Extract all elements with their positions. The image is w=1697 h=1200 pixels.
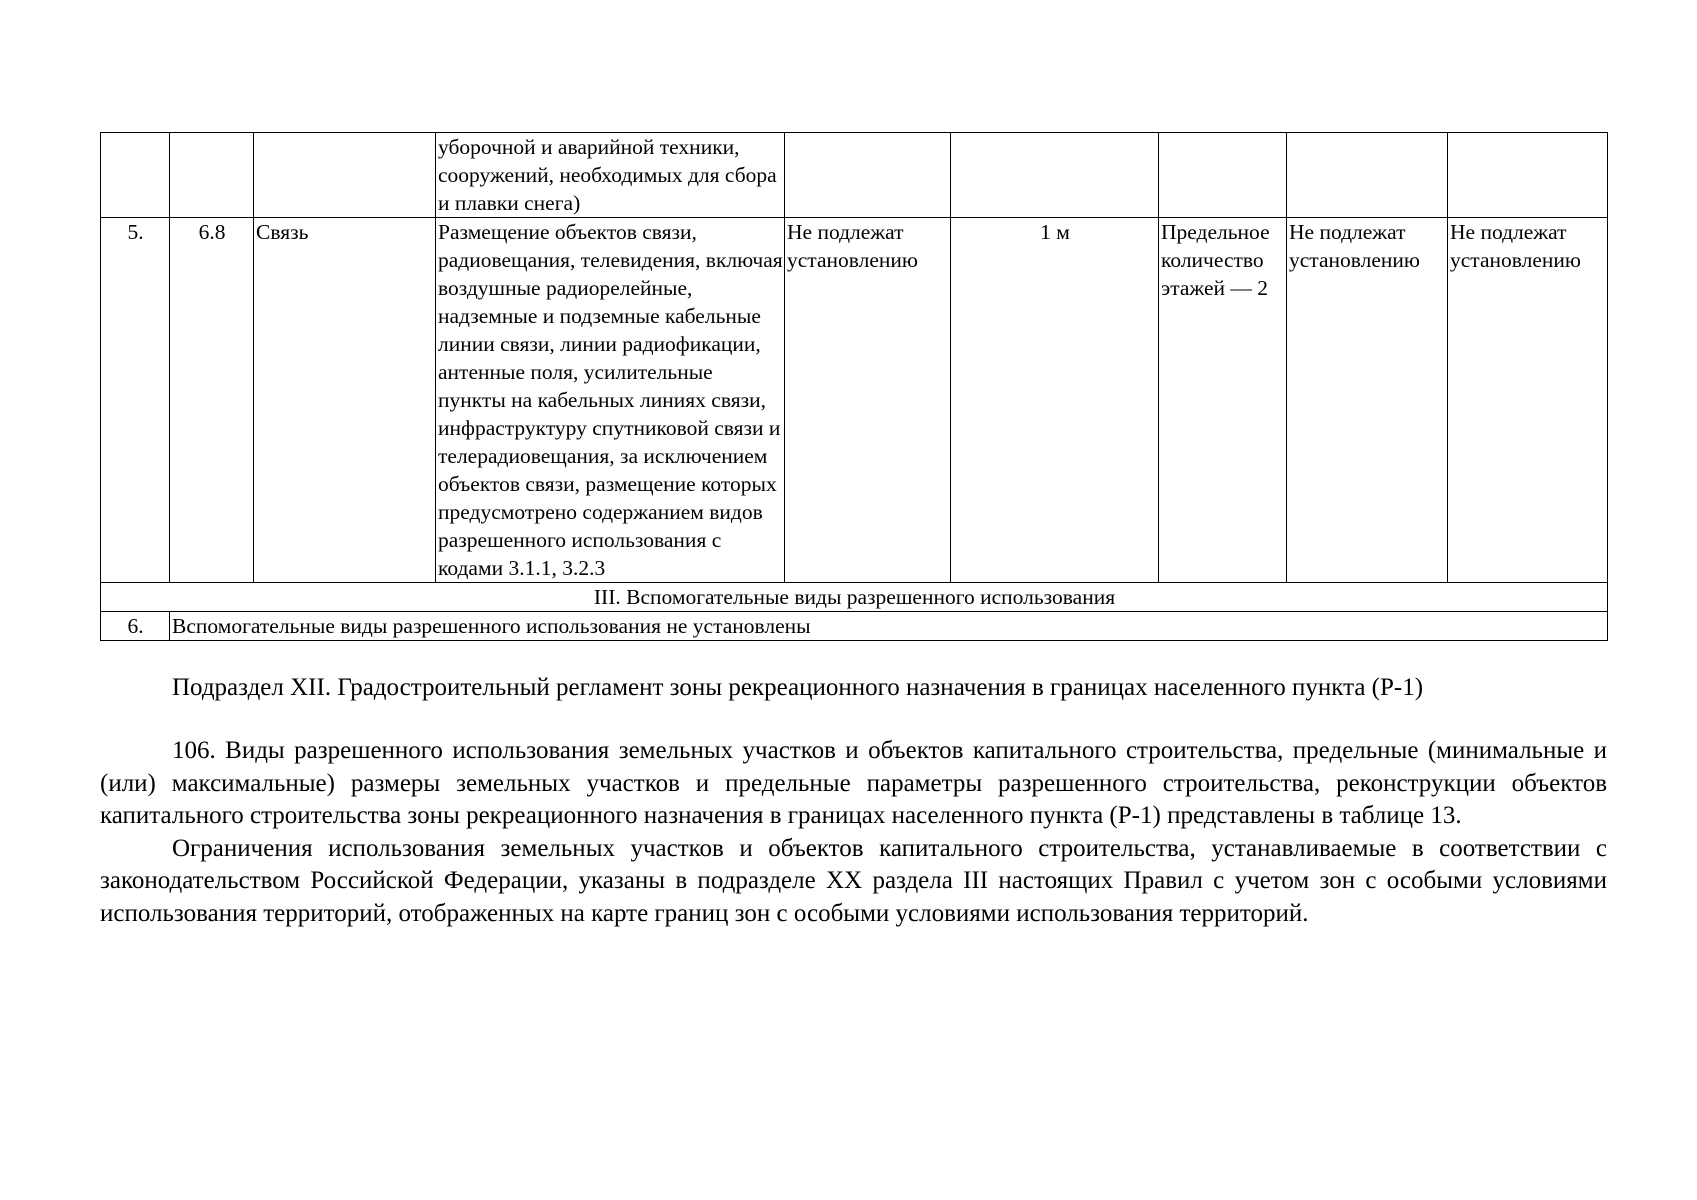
table-row [101, 612, 1608, 641]
cell-row-number: 5. [101, 218, 170, 583]
cell-coverage: Не подлежат установлению [1287, 218, 1448, 583]
cell-num-empty [101, 133, 170, 218]
cell-empty [785, 133, 951, 218]
table-row [101, 218, 1608, 583]
cell-description-continued: уборочной и аварийной техники, сооружений, необходимых для сбора и плавки снега) [436, 133, 785, 218]
section-header: III. Вспомогательные виды разрешенного использования [101, 583, 1608, 612]
cell-use-code: 6.8 [170, 218, 254, 583]
cell-row-number: 6. [101, 612, 170, 641]
cell-empty [951, 133, 1159, 218]
paragraph-restrictions: Ограничения использования земельных участков и объектов капитального строительства, устанавливаемые в соответствии с законодательством Российской Федерации, указаны в подразделе XX раздела III настоящих Правил с учетом зон с особыми условиями использования территорий, отображенных на карте границ зон с особыми условиями использования территорий. [100, 834, 1607, 927]
table-row-continuation [101, 133, 1608, 218]
subsection-heading: Подраздел XII. Градостроительный регламент зоны рекреационного назначения в границах населенного пункта (Р-1) [172, 674, 1424, 701]
cell-name-empty [254, 133, 436, 218]
cell-auxiliary-note: Вспомогательные виды разрешенного использования не установлены [170, 612, 1608, 641]
cell-other-params: Не подлежат установлению [1448, 218, 1608, 583]
cell-floors: Предельное количество этажей — 2 [1159, 218, 1287, 583]
table-section-row [101, 583, 1608, 612]
cell-plot-size: Не подлежат установлению [785, 218, 951, 583]
cell-setback: 1 м [951, 218, 1159, 583]
regulation-table [100, 132, 1608, 641]
cell-empty [1159, 133, 1287, 218]
cell-code-empty [170, 133, 254, 218]
cell-empty [1448, 133, 1608, 218]
paragraph-106: 106. Виды разрешенного использования земельных участков и объектов капитального строительства, предельные (минимальные и (или) максимальные) размеры земельных участков и предельные параметры разрешенного строительства, реконструкции объектов капитального строительства зоны рекреационного назначения в границах населенного пункта (Р-1) представлены в таблице 13. [100, 737, 1607, 829]
cell-use-description: Размещение объектов связи, радиовещания, телевидения, включая воздушные радиорелейные, надземные и подземные кабельные линии связи, линии радиофикации, антенные поля, усилительные пункты на кабельных линиях связи, инфраструктуру спутниковой связи и телерадиовещания, за исключением объектов связи, размещение которых предусмотрено содержанием видов разрешенного использования с кодами 3.1.1, 3.2.3 [436, 218, 785, 583]
document-page [100, 132, 1607, 930]
cell-use-name: Связь [254, 218, 436, 583]
cell-empty [1287, 133, 1448, 218]
